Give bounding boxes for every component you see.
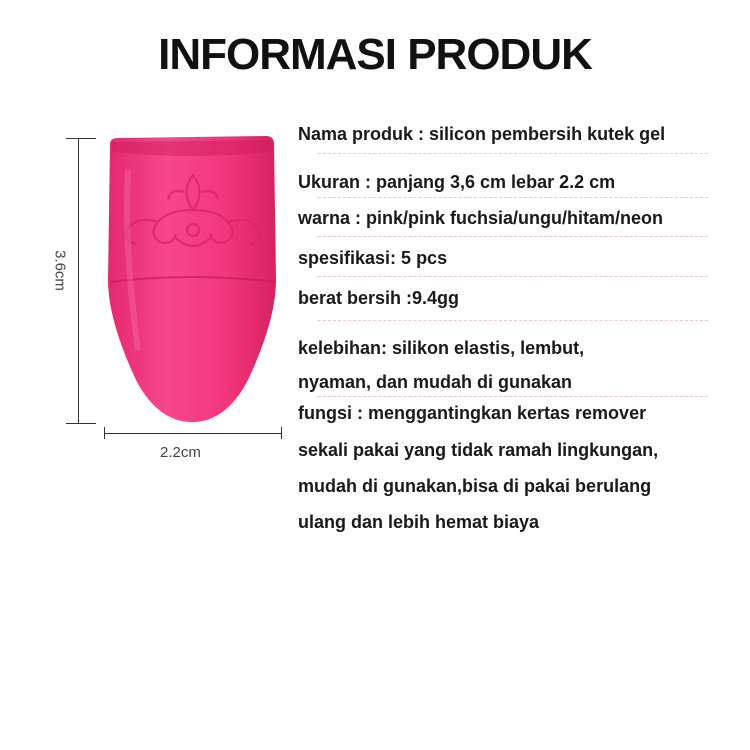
spec-fungsi-2: sekali pakai yang tidak ramah lingkungan, bbox=[298, 440, 659, 460]
cap-rim bbox=[112, 140, 272, 156]
divider bbox=[318, 396, 708, 397]
divider bbox=[318, 153, 708, 154]
spec-spesifikasi: spesifikasi: 5 pcs bbox=[298, 248, 448, 268]
spec-berat-bersih: berat bersih :9.4gg bbox=[298, 288, 460, 308]
silicone-nail-cap-image bbox=[98, 130, 288, 430]
page-title: INFORMASI PRODUK bbox=[158, 30, 592, 79]
spec-warna: warna : pink/pink fuchsia/ungu/hitam/neon bbox=[298, 208, 664, 228]
width-dimension-line bbox=[104, 433, 282, 434]
divider bbox=[318, 197, 708, 198]
spec-ukuran: Ukuran : panjang 3,6 cm lebar 2.2 cm bbox=[298, 172, 616, 192]
height-dimension-cap-top bbox=[66, 138, 96, 139]
height-dimension-cap-bottom bbox=[66, 423, 96, 424]
spec-fungsi-3: mudah di gunakan,bisa di pakai berulang bbox=[298, 476, 652, 496]
width-label: 2.2cm bbox=[160, 444, 201, 461]
spec-fungsi-4: ulang dan lebih hemat biaya bbox=[298, 512, 540, 532]
spec-nama-produk: Nama produk : silicon pembersih kutek gel bbox=[298, 124, 666, 144]
height-dimension-line bbox=[78, 138, 79, 423]
divider bbox=[318, 276, 708, 277]
height-label: 3.6cm bbox=[51, 250, 69, 291]
spec-kelebihan-2: nyaman, dan mudah di gunakan bbox=[298, 372, 573, 392]
spec-kelebihan-1: kelebihan: silikon elastis, lembut, bbox=[298, 338, 585, 358]
divider bbox=[318, 236, 708, 237]
spec-fungsi-1: fungsi : menggantingkan kertas remover bbox=[298, 403, 647, 423]
divider bbox=[318, 320, 708, 321]
